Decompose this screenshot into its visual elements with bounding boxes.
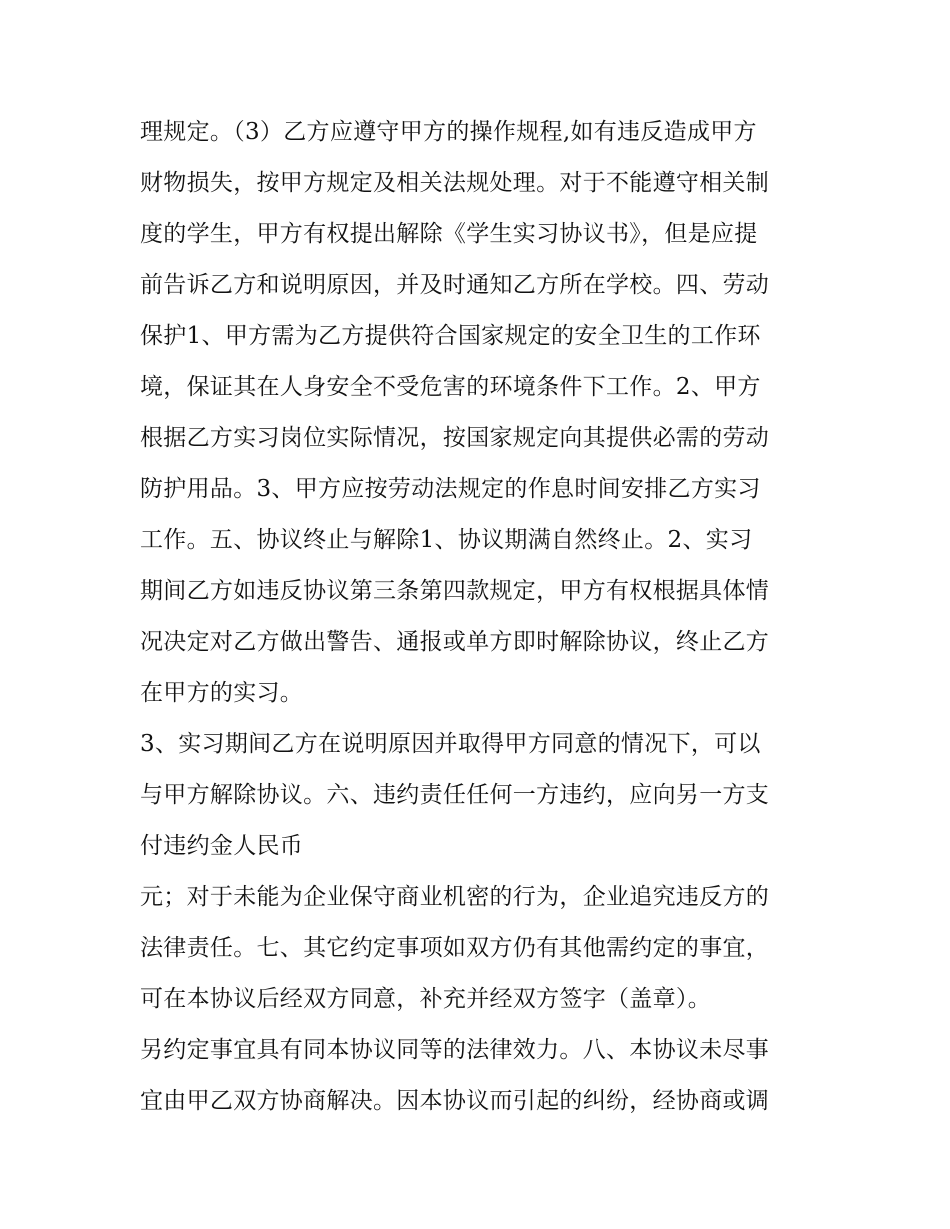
text-line: 前告诉乙方和说明原因，并及时通知乙方所在学校。四、劳动 <box>140 272 770 298</box>
text-line: 可在本协议后经双方同意，补充并经双方签字（盖章）。 <box>140 986 711 1012</box>
text-line: 保护1、甲方需为乙方提供符合国家规定的安全卫生的工作环 <box>140 323 761 349</box>
text-line: 在甲方的实习。 <box>140 680 304 706</box>
text-line: 理规定。（3）乙方应遵守甲方的操作规程,如有违反造成甲方 <box>140 119 757 145</box>
text-line: 度的学生，甲方有权提出解除《学生实习协议书》，但是应提 <box>140 221 758 247</box>
text-line: 3、实习期间乙方在说明原因并取得甲方同意的情况下，可以 <box>140 731 761 757</box>
text-line: 宜由甲乙双方协商解决。因本协议而引起的纠纷，经协商或调 <box>140 1088 770 1114</box>
text-line: 与甲方解除协议。六、违约责任任何一方违约，应向另一方支 <box>140 782 770 808</box>
text-line: 根据乙方实习岗位实际情况，按国家规定向其提供必需的劳动 <box>140 425 770 451</box>
document-body <box>140 107 820 1127</box>
text-line: 法律责任。七、其它约定事项如双方仍有其他需约定的事宜， <box>140 935 770 961</box>
text-line: 况决定对乙方做出警告、通报或单方即时解除协议，终止乙方 <box>140 629 770 655</box>
text-line: 财物损失，按甲方规定及相关法规处理。对于不能遵守相关制 <box>140 170 770 196</box>
text-line: 元；对于未能为企业保守商业机密的行为，企业追究违反方的 <box>140 884 770 910</box>
text-line: 另约定事宜具有同本协议同等的法律效力。八、本协议未尽事 <box>140 1037 770 1063</box>
text-line: 期间乙方如违反协议第三条第四款规定，甲方有权根据具体情 <box>140 578 770 604</box>
text-line: 境，保证其在人身安全不受危害的环境条件下工作。2、甲方 <box>140 374 761 400</box>
text-line: 付违约金人民币 <box>140 833 304 859</box>
text-line: 防护用品。3、甲方应按劳动法规定的作息时间安排乙方实习 <box>140 476 761 502</box>
text-line: 工作。五、协议终止与解除1、协议期满自然终止。2、实习 <box>140 527 753 553</box>
